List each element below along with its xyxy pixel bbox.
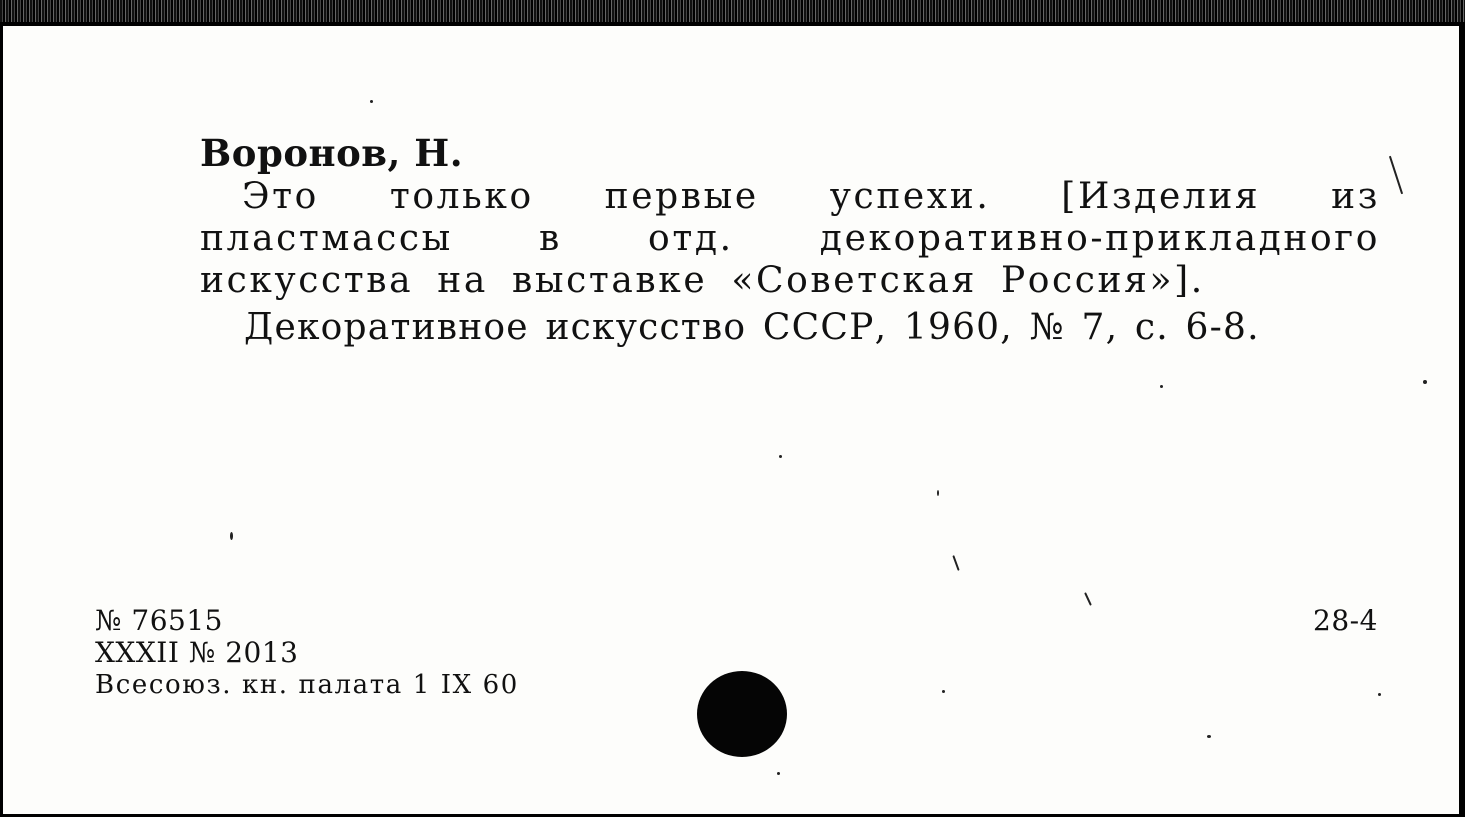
scan-speck xyxy=(1160,385,1163,388)
scan-left-edge xyxy=(0,22,3,817)
volume-number: XXXII № 2013 xyxy=(95,636,299,669)
book-chamber-stamp: Всесоюз. кн. палата 1 IX 60 xyxy=(95,670,519,700)
author-name: Воронов, Н. xyxy=(200,131,464,175)
card-code: 28-4 xyxy=(1313,604,1378,637)
scan-speck xyxy=(1207,735,1211,738)
scan-speck xyxy=(370,100,373,103)
scan-right-edge xyxy=(1459,22,1465,817)
scan-speck xyxy=(1423,380,1427,384)
scan-speck xyxy=(937,490,939,496)
scan-speck xyxy=(1378,693,1381,696)
card-metadata xyxy=(95,605,519,701)
scan-speck xyxy=(779,455,782,458)
scan-speck xyxy=(942,690,945,693)
punch-hole xyxy=(697,671,787,757)
scan-speck xyxy=(952,555,959,571)
scan-speck xyxy=(1389,156,1403,195)
scan-top-shadow xyxy=(0,22,1465,26)
source-citation: Декоративное искусство СССР, 1960, № 7, с. 6-8. xyxy=(244,307,1260,348)
bibliographic-entry xyxy=(200,130,1380,350)
scan-top-edge xyxy=(0,0,1465,22)
card-number: № 76515 xyxy=(95,604,223,637)
scan-speck xyxy=(777,772,780,775)
article-title: Это только первые успехи. [Изделия из пластмассы в отд. декоративно-прикладного искусства на выставке «Советская Россия»]. xyxy=(200,176,1380,301)
scan-speck xyxy=(230,532,233,540)
scan-speck xyxy=(1084,592,1092,606)
